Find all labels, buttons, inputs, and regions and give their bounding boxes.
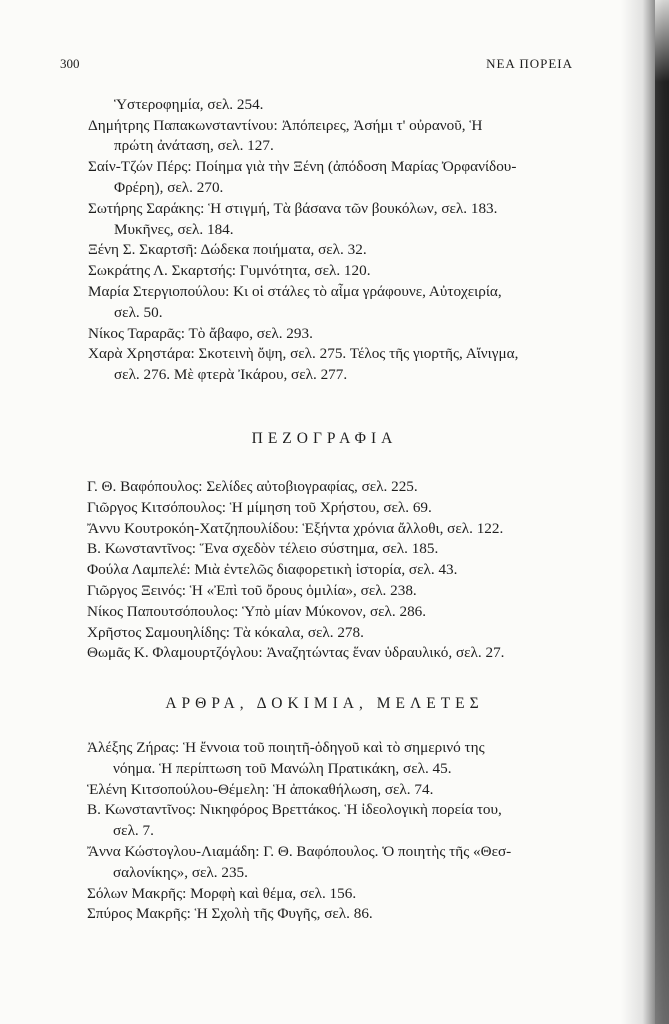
running-title: ΝΕΑ ΠΟΡΕΙΑ [486, 56, 573, 71]
entry-line: Γιῶργος Ξεινός: Ἡ «Ἐπὶ τοῦ ὄρους ὁμιλία», σελ. 238. [87, 581, 417, 599]
entry-line: Ἀλέξης Ζήρας: Ἡ ἔννοια τοῦ ποιητῆ-ὁδηγοῦ καὶ τὸ σημερινό της [87, 739, 485, 756]
index-entry [88, 282, 608, 324]
index-entry [88, 344, 608, 386]
entry-line: Γιῶργος Κιτσόπουλος: Ἡ μίμηση τοῦ Χρήστου, σελ. 69. [87, 498, 432, 516]
entry-line: Ἑλένη Κιτσοπούλου-Θέμελη: Ἡ ἀποκαθήλωση, σελ. 74. [87, 780, 434, 798]
entry-line: Φούλα Λαμπελέ: Μιὰ ἐντελῶς διαφορετικὴ ἱστορία, σελ. 43. [87, 561, 458, 579]
entry-line: Χαρὰ Χρηστάρα: Σκοτεινὴ ὄψη, σελ. 275. Τέλος τῆς γιορτῆς, Αἴνιγμα, [88, 345, 519, 363]
entry-line: Θωμᾶς Κ. Φλαμουρτζόγλου: Ἀναζητώντας ἕναν ὑδραυλικό, σελ. 27. [87, 644, 505, 662]
entry-line: Νίκος Ταραρᾶς: Τὸ ἄβαφο, σελ. 293. [88, 324, 313, 342]
entry-continuation-line: σελ. 50. [114, 303, 163, 321]
entry-line: Χρῆστος Σαμουηλίδης: Τὰ κόκαλα, σελ. 278. [87, 623, 364, 641]
index-entry [87, 581, 607, 602]
index-entry [87, 904, 607, 925]
entry-line: Σπύρος Μακρῆς: Ἡ Σχολὴ τῆς Φυγῆς, σελ. 86. [87, 905, 373, 923]
entry-line: Σόλων Μακρῆς: Μορφὴ καὶ θέμα, σελ. 156. [87, 884, 357, 902]
entry-line: Σωτήρης Σαράκης: Ἡ στιγμή, Τὰ βάσανα τῶν βουκόλων, σελ. 183. [88, 199, 498, 217]
entry-continuation-line: Ὑστεροφημία, σελ. 254. [114, 95, 264, 113]
index-entry [87, 842, 607, 884]
entry-continuation-line: Μυκῆνες, σελ. 184. [114, 220, 234, 238]
entry-line: Γ. Θ. Βαφόπουλος: Σελίδες αὐτοβιογραφίας, σελ. 225. [87, 478, 418, 495]
entry-line: Β. Κωνσταντῖνος: Ἕνα σχεδὸν τέλειο σύστημα, σελ. 185. [87, 540, 439, 558]
index-entry [87, 477, 607, 498]
entry-line: Ἄννυ Κουτροκόη-Χατζηπουλίδου: Ἑξήντα χρόνια ἄλλοθι, σελ. 122. [87, 519, 504, 537]
index-entry [88, 324, 608, 345]
index-entry [88, 261, 608, 282]
index-entry [88, 74, 608, 116]
entry-line [88, 74, 608, 95]
section-heading-articles: ΑΡΘΡΑ, ΔΟΚΙΜΙΑ, ΜΕΛΕΤΕΣ [165, 695, 484, 712]
index-entry [87, 800, 607, 842]
entry-continuation-line: πρώτη ἀνάταση, σελ. 127. [114, 137, 274, 155]
entry-line: Δημήτρης Παπακωνσταντίνου: Ἀπόπειρες, Ἀσήμι τ' οὐρανοῦ, Ἡ [88, 116, 483, 134]
index-entry [87, 498, 607, 519]
index-entry [87, 623, 607, 644]
entry-line: Σαίν-Τζών Πέρς: Ποίημα γιὰ τὴν Ξένη (ἀπόδοση Μαρίας Ὀρφανίδου- [88, 158, 517, 176]
index-entry [87, 539, 607, 560]
articles-list [87, 738, 607, 925]
entry-continuation-line: Φρέρη), σελ. 270. [114, 178, 224, 196]
index-entry [88, 157, 608, 199]
entry-continuation-line: σελ. 276. Μὲ φτερὰ Ἰκάρου, σελ. 277. [114, 366, 348, 384]
index-entry [88, 199, 608, 241]
entry-continuation-line: σελ. 7. [113, 822, 154, 840]
index-entry [87, 738, 607, 780]
entry-line: Μαρία Στεργιοπούλου: Κι οἱ στάλες τὸ αἷμα γράφουνε, Αὐτοχειρία, [88, 282, 502, 300]
page-number: 300 [60, 56, 80, 71]
entry-continuation-line: νόημα. Ἡ περίπτωση τοῦ Μανώλη Πρατικάκη, σελ. 45. [113, 759, 452, 777]
index-entry [88, 240, 608, 261]
index-entry [87, 643, 607, 664]
entry-continuation-line: σαλονίκης», σελ. 235. [113, 863, 248, 881]
entry-line: Ξένη Σ. Σκαρτσῆ: Δώδεκα ποιήματα, σελ. 32. [88, 241, 367, 259]
poetry-continued-list [88, 74, 608, 386]
section-heading-prose: ΠΕΖΟΓΡΑΦΙΑ [251, 430, 398, 447]
index-entry [87, 560, 607, 581]
index-entry [87, 884, 607, 905]
prose-list [87, 477, 607, 664]
entry-line: Νίκος Παπουτσόπουλος: Ὑπὸ μίαν Μύκονον, σελ. 286. [87, 602, 427, 620]
index-entry [88, 116, 608, 158]
index-entry [87, 519, 607, 540]
entry-line: Β. Κωνσταντῖνος: Νικηφόρος Βρεττάκος. Ἡ ἰδεολογικὴ πορεία του, [87, 801, 502, 819]
entry-line: Σωκράτης Λ. Σκαρτσής: Γυμνότητα, σελ. 120. [88, 262, 371, 280]
entry-line: Ἄννα Κώστογλου-Λιαμάδη: Γ. Θ. Βαφόπουλος. Ὁ ποιητὴς τῆς «Θεσ- [87, 842, 512, 860]
index-entry [87, 602, 607, 623]
index-entry [87, 780, 607, 801]
page-edge [655, 0, 669, 1024]
